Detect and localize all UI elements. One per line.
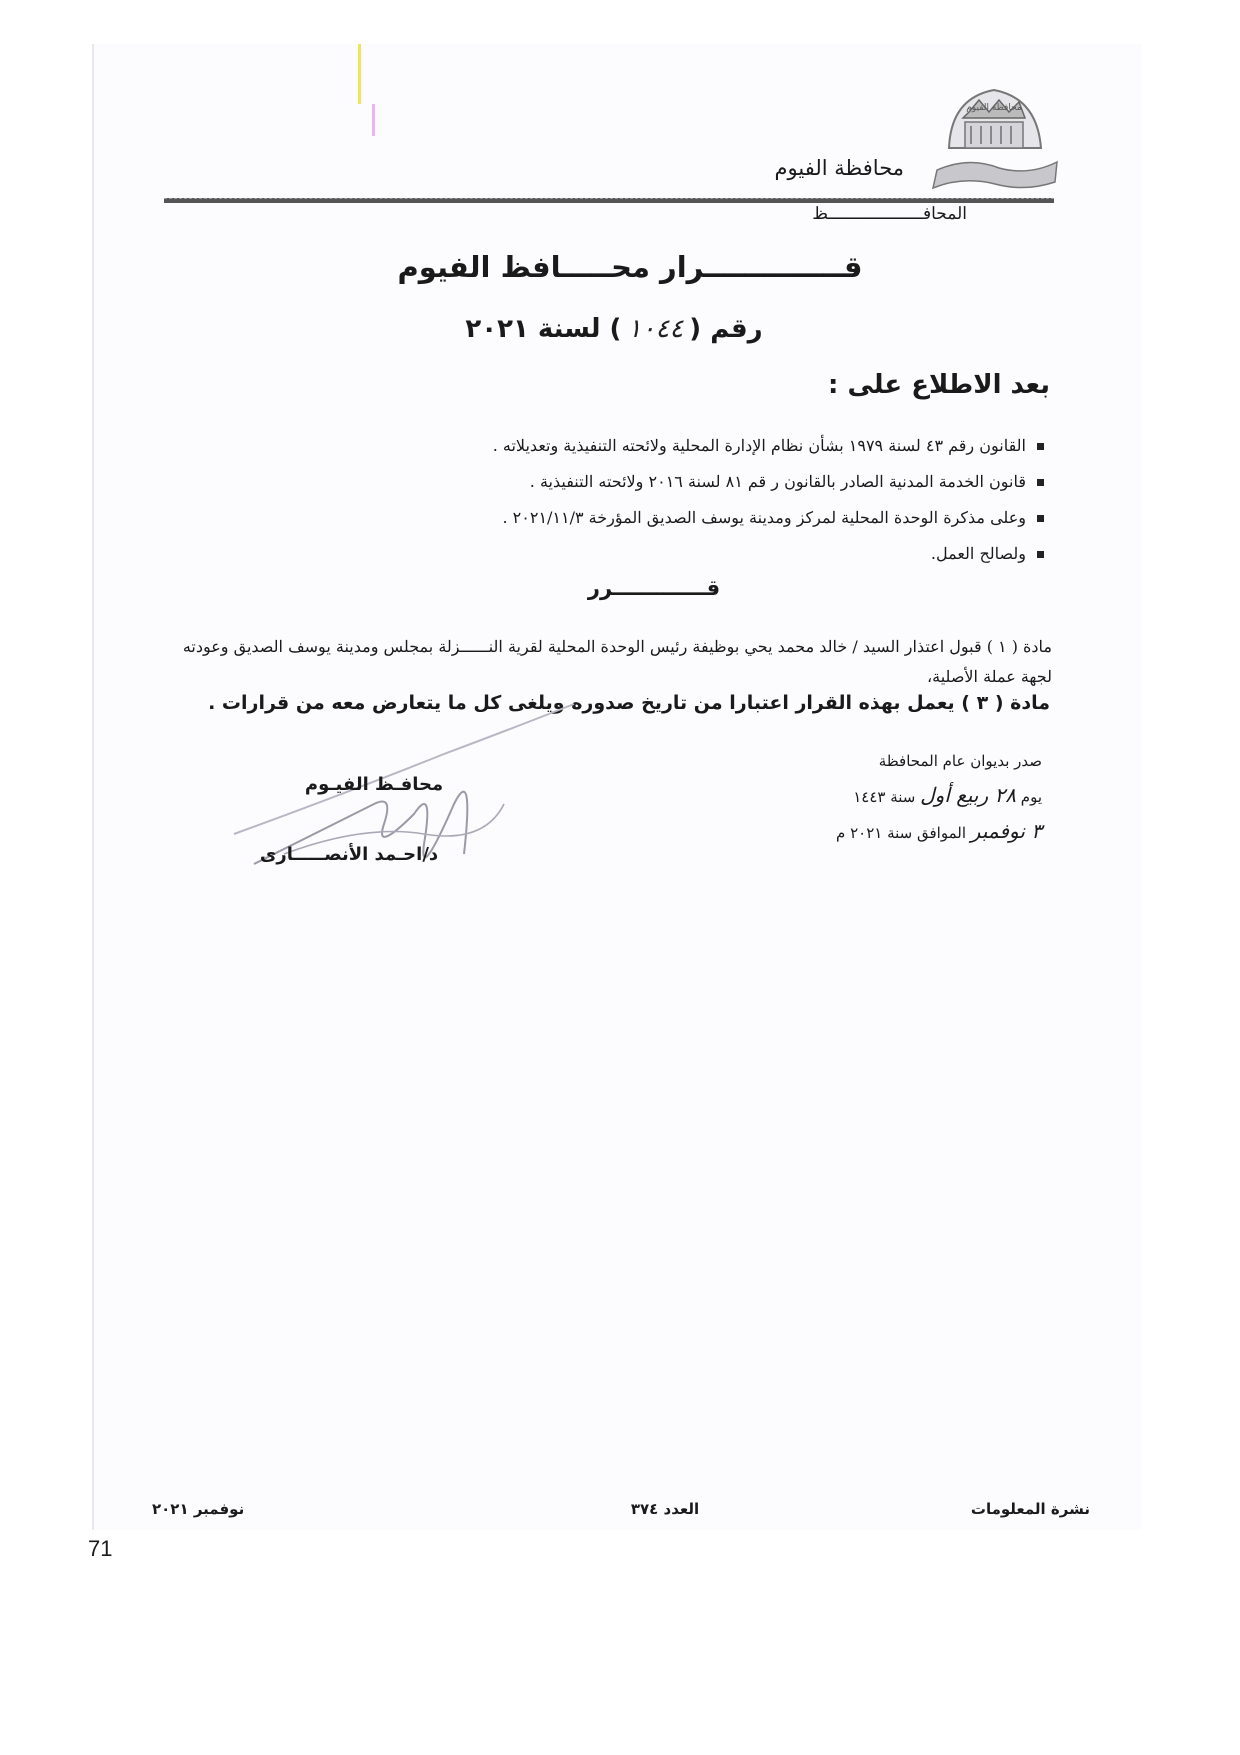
governorate-emblem-icon xyxy=(929,78,1059,198)
article-1-line: لجهة عملة الأصلية، xyxy=(926,667,1052,686)
preamble-heading: بعد الاطلاع على : xyxy=(828,370,1050,400)
issuance-line: صدر بديوان عام المحافظة xyxy=(878,752,1042,770)
decree-number xyxy=(394,314,834,344)
list-item: وعلى مذكرة الوحدة المحلية لمركز ومدينة يوسف الصديق المؤرخة ٢٠٢١/١١/٣ . xyxy=(344,506,1044,530)
issuance-line: يوم ٢٨ ربيع أول سنة ١٤٤٣ xyxy=(853,783,1042,807)
office-title: المحافـــــــــــــــــــظ xyxy=(812,204,967,224)
article-1-line: مادة ( ١ ) قبول اعتذار السيد / خالد محمد يحي بوظيفة رئيس الوحدة المحلية لقرية النــــــزلة بمجلس ومدينة يوسف الصديق وعودته xyxy=(182,637,1052,656)
signatory-title: محافـظ الفيـوم xyxy=(304,774,444,795)
emblem-text: محافظة الفيوم xyxy=(966,103,1022,113)
article-3: مادة ( ٣ ) يعمل بهذه القرار اعتبارا من تاريخ صدوره ويلغى كل ما يتعارض معه من قرارات . xyxy=(208,692,1050,714)
handwritten-date: ٣ نوفمبر xyxy=(970,819,1042,843)
list-item: قانون الخدمة المدنية الصادر بالقانون ر قم ٨١ لسنة ٢٠١٦ ولائحته التنفيذية . xyxy=(344,470,1044,494)
page-number: 71 xyxy=(88,1536,113,1561)
decree-number-suffix: ) لسنة ٢٠٢١ xyxy=(465,314,622,344)
preamble-list xyxy=(344,434,1044,578)
scanned-document xyxy=(92,44,1142,1530)
decree-number-handwritten: ١٠٤٤ xyxy=(627,314,684,344)
footer-publication: نشرة المعلومات xyxy=(970,1500,1090,1518)
governorate-name: محافظة الفيوم xyxy=(774,156,904,180)
list-item: ولصالح العمل. xyxy=(344,542,1044,566)
issuance-line: ٣ نوفمبر الموافق سنة ٢٠٢١ م xyxy=(836,819,1042,843)
footer-issue: العدد ٣٧٤ xyxy=(630,1500,700,1518)
highlighter-mark xyxy=(358,44,361,104)
highlighter-mark xyxy=(372,104,375,136)
handwritten-date: ٢٨ ربيع أول xyxy=(920,783,1016,807)
signatory-name: د/احـمد الأنصـــــارى xyxy=(259,844,439,865)
decision-heading: قـــــــــــــرر xyxy=(587,576,721,600)
decree-title: قــــــــــــــرار محـــــافظ الفيوم xyxy=(397,250,863,284)
footer-date: نوفمبر ٢٠٢١ xyxy=(152,1500,245,1518)
list-item: القانون رقم ٤٣ لسنة ١٩٧٩ بشأن نظام الإدارة المحلية ولائحته التنفيذية وتعديلاته . xyxy=(344,434,1044,458)
article-1 xyxy=(132,632,1052,692)
decree-number-prefix: رقم ( xyxy=(689,314,763,344)
issuance-block xyxy=(836,744,1042,850)
header-divider xyxy=(164,198,1054,203)
